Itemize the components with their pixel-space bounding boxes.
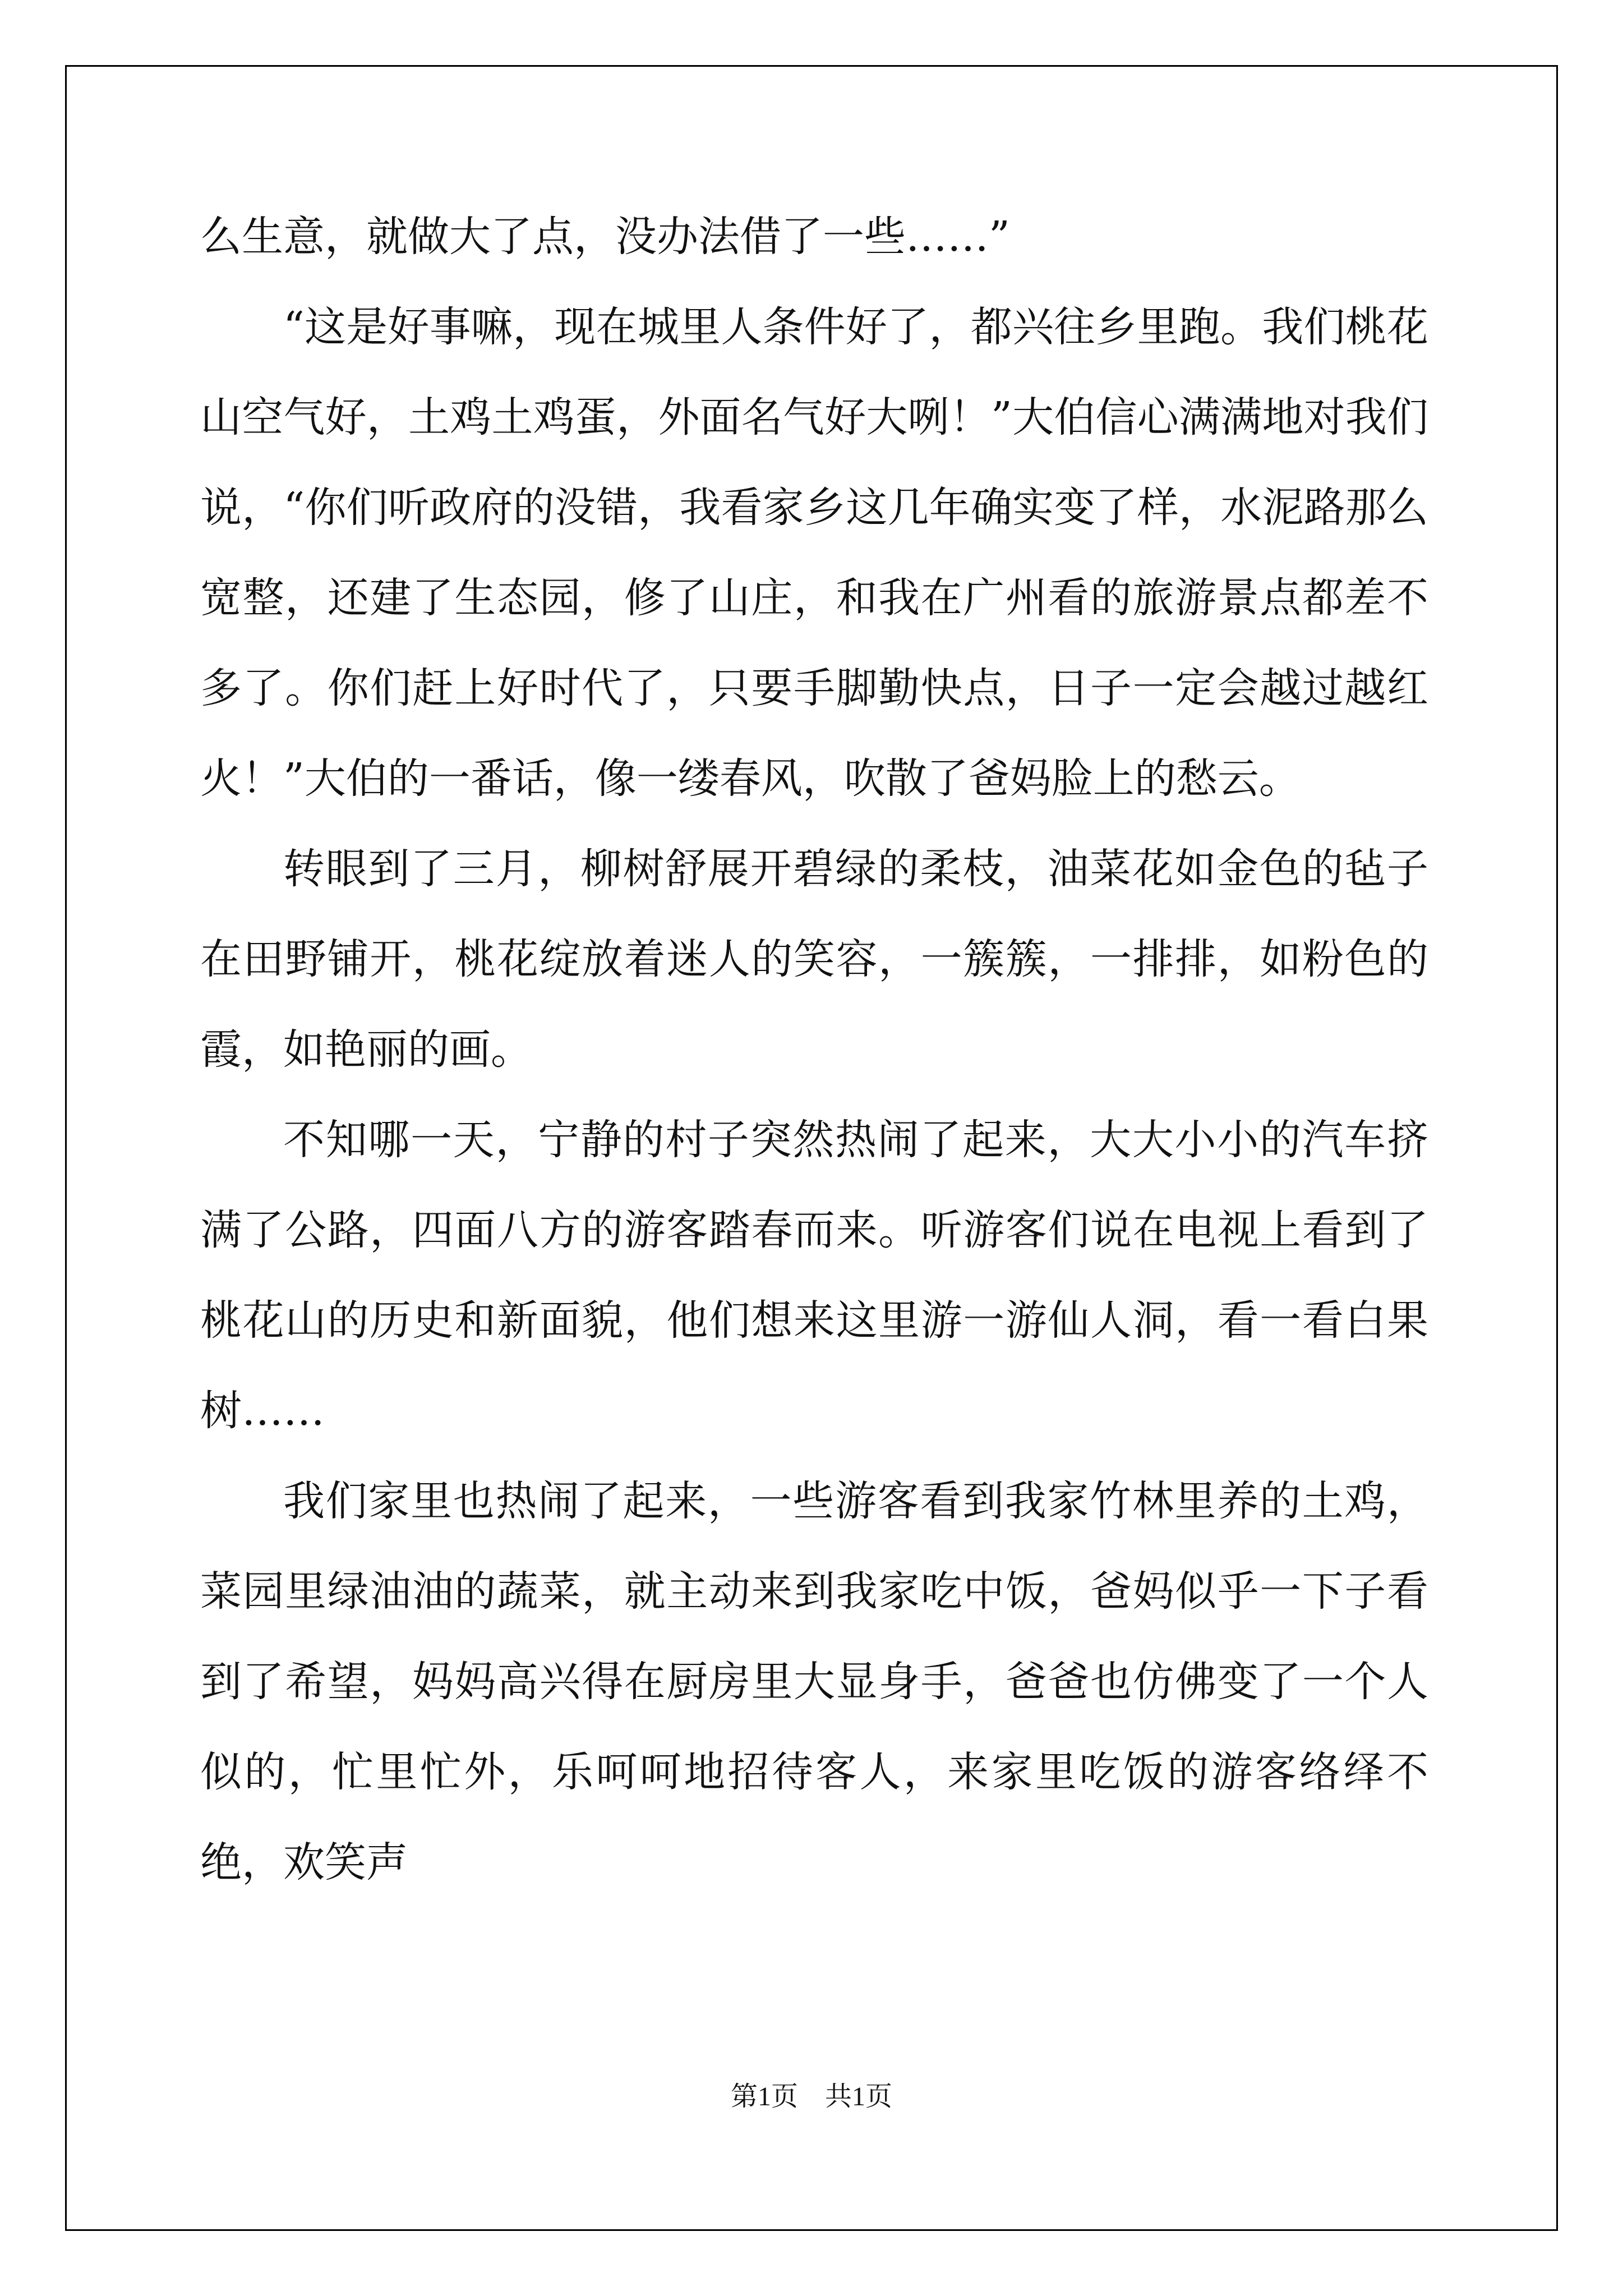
- page-footer: [0, 2080, 1623, 2114]
- document-body: [200, 192, 1428, 1908]
- page-number-label: 第1页 共1页: [730, 2082, 892, 2111]
- paragraph-4: 不知哪一天，宁静的村子突然热闹了起来，大大小小的汽车挤满了公路，四面八方的游客踏春而来。听游客们说在电视上看到了桃花山的历史和新面貌，他们想来这里游一游仙人洞，看一看白果树……: [200, 1116, 1428, 1435]
- paragraph-3: 转眼到了三月，柳树舒展开碧绿的柔枝，油菜花如金色的毡子在田野铺开，桃花绽放着迷人的笑容，一簇簇，一排排，如粉色的霞，如艳丽的画。: [200, 845, 1428, 1074]
- paragraph-2: “这是好事嘛，现在城里人条件好了，都兴往乡里跑。我们桃花山空气好，土鸡土鸡蛋，外面名气好大咧！”大伯信心满满地对我们说，“你们听政府的没错，我看家乡这几年确实变了样，水泥路那么宽整，还建了生态园，修了山庄，和我在广州看的旅游景点都差不多了。你们赶上好时代了，只要手脚勤快点，日子一定会越过越红火！”大伯的一番话，像一缕春风，吹散了爸妈脸上的愁云。: [200, 303, 1428, 803]
- paragraph-5: 我们家里也热闹了起来，一些游客看到我家竹林里养的土鸡，菜园里绿油油的蔬菜，就主动来到我家吃中饭，爸妈似乎一下子看到了希望，妈妈高兴得在厨房里大显身手，爸爸也仿佛变了一个人似的，忙里忙外，乐呵呵地招待客人，来家里吃饭的游客络绎不绝，欢笑声: [200, 1477, 1428, 1887]
- paragraph-1: 么生意，就做大了点，没办法借了一些……”: [200, 213, 1010, 261]
